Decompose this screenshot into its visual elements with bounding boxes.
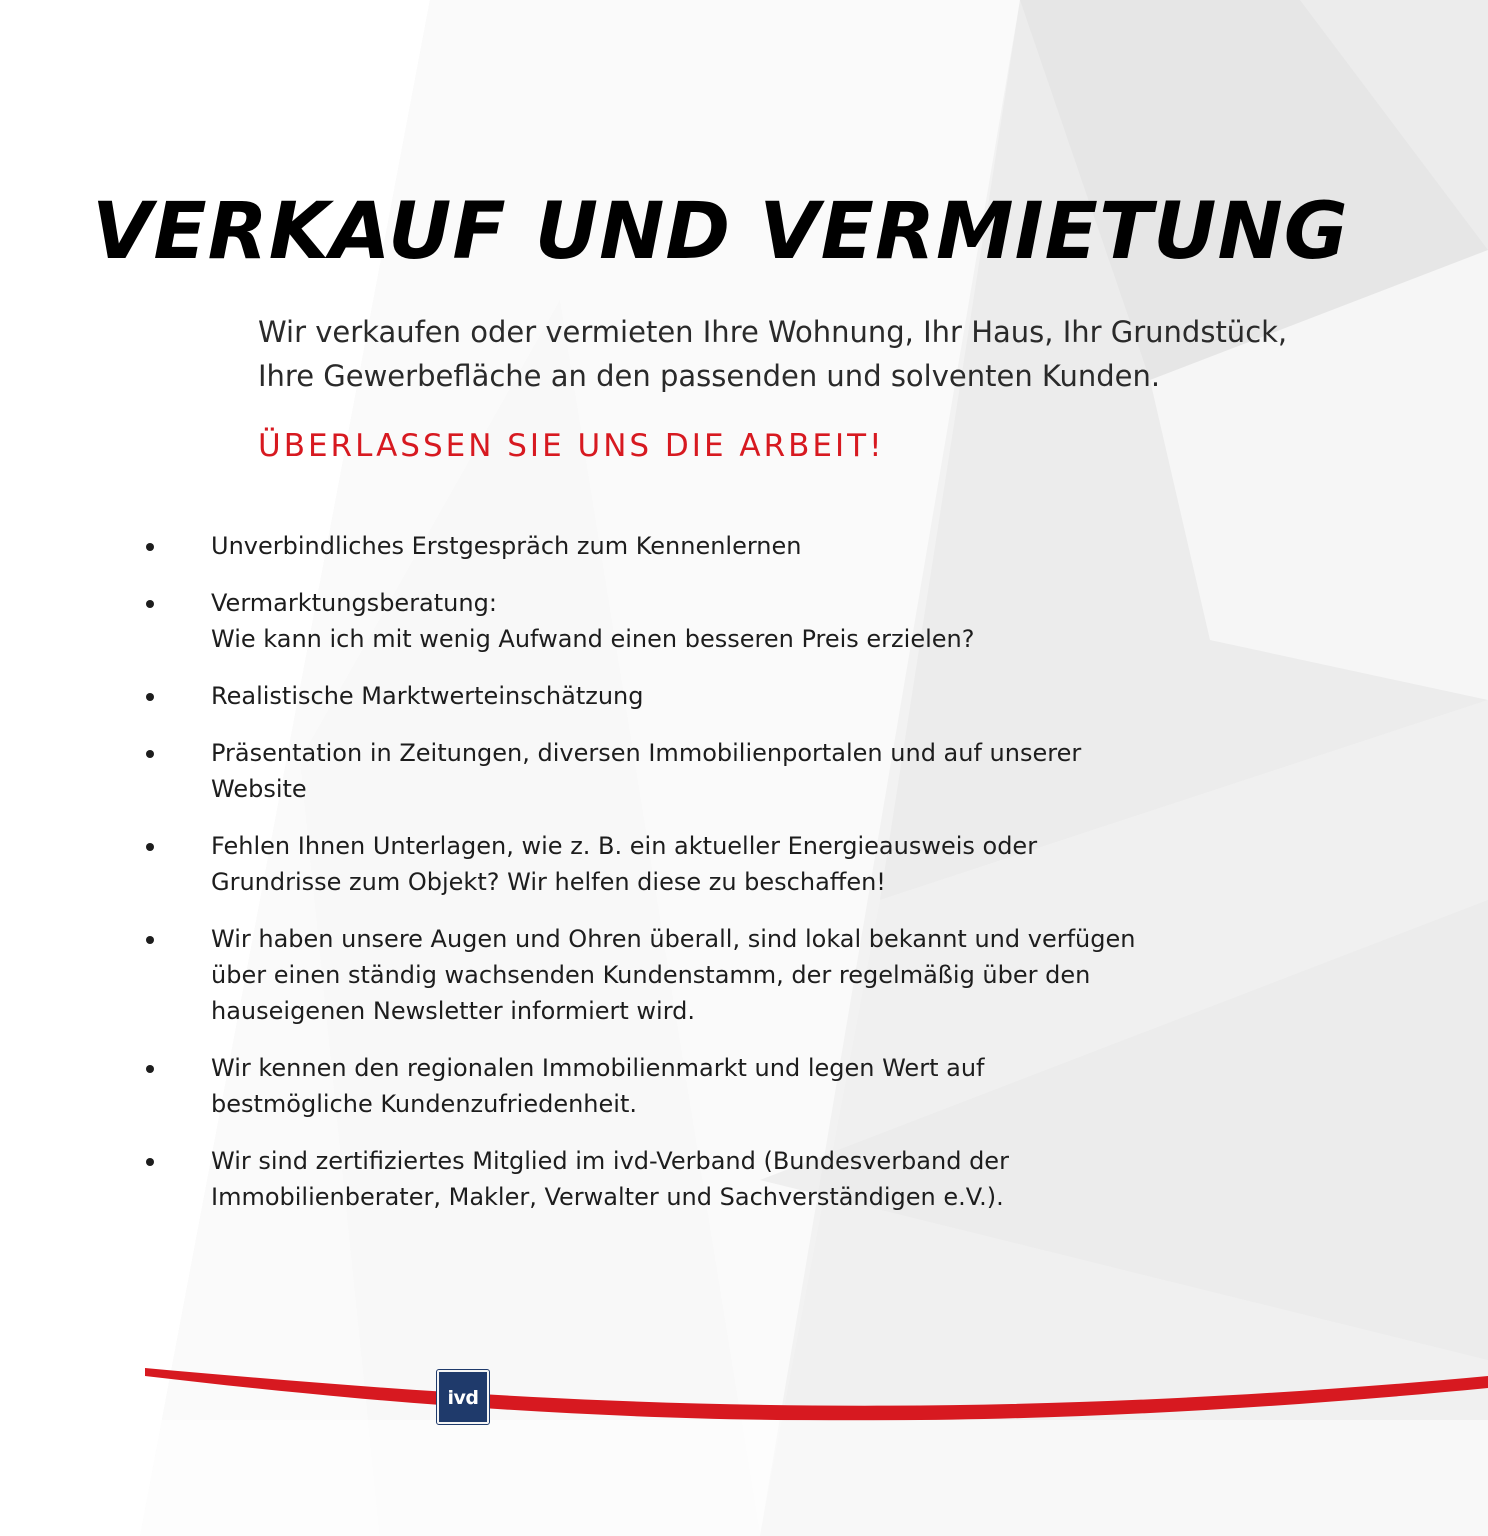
bullet-icon xyxy=(146,543,154,551)
list-item-text: Unverbindliches Erstgespräch zum Kennenlernen xyxy=(211,532,802,560)
list-item-text: Vermarktungsberatung: xyxy=(211,589,497,617)
list-item xyxy=(140,528,1260,564)
list-item-text: Immobilienberater, Makler, Verwalter und Sachverständigen e.V.). xyxy=(211,1183,1004,1211)
list-item-text: Fehlen Ihnen Unterlagen, wie z. B. ein aktueller Energieausweis oder xyxy=(211,832,1038,860)
slogan: ÜBERLASSEN SIE UNS DIE ARBEIT! xyxy=(258,428,885,464)
bullet-icon xyxy=(146,1065,154,1073)
list-item xyxy=(140,678,1260,714)
list-item-text: bestmögliche Kundenzufriedenheit. xyxy=(211,1090,637,1118)
list-item-text: Wie kann ich mit wenig Aufwand einen besseren Preis erzielen? xyxy=(211,625,975,653)
list-item-text: Realistische Marktwerteinschätzung xyxy=(211,682,644,710)
list-item-text: Wir kennen den regionalen Immobilienmarkt und legen Wert auf xyxy=(211,1054,985,1082)
bullet-icon xyxy=(146,1158,154,1166)
list-item-text: hauseigenen Newsletter informiert wird. xyxy=(211,997,696,1025)
list-item-text: Präsentation in Zeitungen, diversen Immobilienportalen und auf unserer xyxy=(211,739,1082,767)
intro-paragraph xyxy=(258,310,1458,398)
bullet-icon xyxy=(146,750,154,758)
intro-line: Wir verkaufen oder vermieten Ihre Wohnung, Ihr Haus, Ihr Grundstück, xyxy=(258,315,1288,349)
list-item xyxy=(140,828,1260,900)
feature-list xyxy=(140,528,1260,1236)
list-item xyxy=(140,735,1260,807)
list-item-text: Wir sind zertifiziertes Mitglied im ivd-Verband (Bundesverband der xyxy=(211,1147,1009,1175)
bullet-icon xyxy=(146,693,154,701)
intro-line: Ihre Gewerbefläche an den passenden und solventen Kunden. xyxy=(258,359,1161,393)
bullet-icon xyxy=(146,843,154,851)
list-item-text: Wir haben unsere Augen und Ohren überall, sind lokal bekannt und verfügen xyxy=(211,925,1136,953)
list-item xyxy=(140,1143,1260,1215)
list-item xyxy=(140,1050,1260,1122)
list-item-text: Website xyxy=(211,775,307,803)
bullet-icon xyxy=(146,600,154,608)
ivd-logo: ivd xyxy=(437,1370,489,1424)
list-item xyxy=(140,585,1260,657)
list-item-text: Grundrisse zum Objekt? Wir helfen diese zu beschaffen! xyxy=(211,868,886,896)
bullet-icon xyxy=(146,936,154,944)
list-item-text: über einen ständig wachsenden Kundenstamm, der regelmäßig über den xyxy=(211,961,1091,989)
page-title: VERKAUF UND VERMIETUNG xyxy=(92,187,1349,277)
list-item xyxy=(140,921,1260,1029)
